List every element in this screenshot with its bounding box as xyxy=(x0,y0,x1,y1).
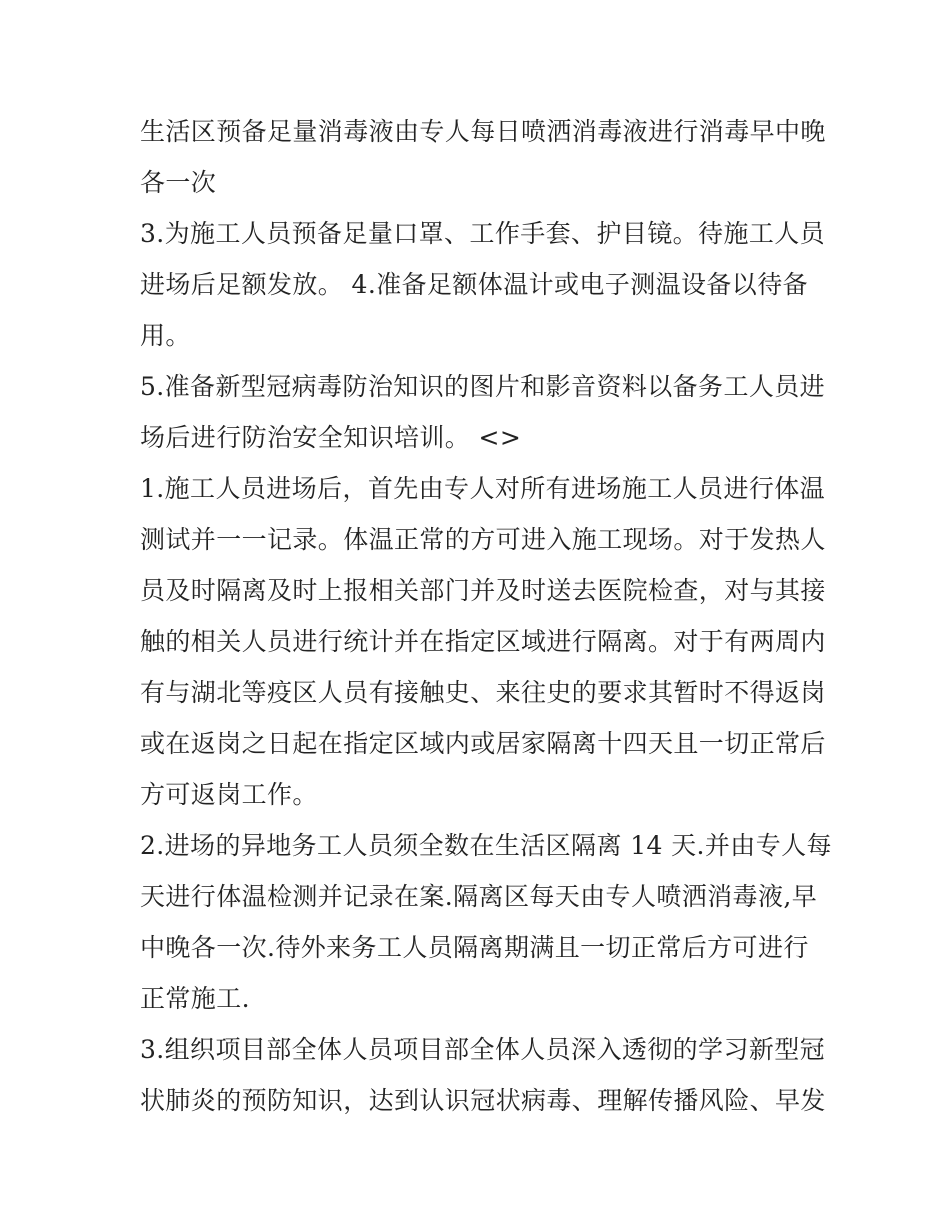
text-line: 测试并一一记录。体温正常的方可进入施工现场。对于发热人 xyxy=(140,525,826,554)
text-line: 正常施工. xyxy=(140,984,250,1013)
text-line: 天进行体温检测并记录在案.隔离区每天由专人喷洒消毒液,早 xyxy=(140,882,818,911)
text-line: 3.为施工人员预备足量口罩、工作手套、护目镜。待施工人员 xyxy=(140,219,826,248)
text-line: 有与湖北等疫区人员有接触史、来往史的要求其暂时不得返岗 xyxy=(140,678,826,707)
text-line: 进场后足额发放。 4.准备足额体温计或电子测温设备以待备 xyxy=(140,270,809,299)
text-line: 2.进场的异地务工人员须全数在生活区隔离 14 天.并由专人每 xyxy=(140,831,832,860)
text-line: 用。 xyxy=(140,321,191,350)
text-line: 5.准备新型冠病毒防治知识的图片和影音资料以备务工人员进 xyxy=(140,372,826,401)
text-line: 3.组织项目部全体人员项目部全体人员深入透彻的学习新型冠 xyxy=(140,1035,826,1064)
text-line: 中晚各一次.待外来务工人员隔离期满且一切正常后方可进行 xyxy=(140,933,809,962)
text-line: 生活区预备足量消毒液由专人每日喷洒消毒液进行消毒早中晚 xyxy=(140,117,826,146)
text-line: 员及时隔离及时上报相关部门并及时送去医院检查，对与其接 xyxy=(140,576,826,605)
text-line: 1.施工人员进场后，首先由专人对所有进场施工人员进行体温 xyxy=(140,474,826,503)
text-line: 状肺炎的预防知识，达到认识冠状病毒、理解传播风险、早发 xyxy=(140,1086,826,1115)
text-line: 方可返岗工作。 xyxy=(140,780,318,809)
text-line: 场后进行防治安全知识培训。 <> xyxy=(140,423,522,452)
text-line: 或在返岗之日起在指定区域内或居家隔离十四天且一切正常后 xyxy=(140,729,826,758)
text-line: 各一次 xyxy=(140,168,217,197)
document-body xyxy=(140,106,832,1126)
text-line: 触的相关人员进行统计并在指定区域进行隔离。对于有两周内 xyxy=(140,627,826,656)
